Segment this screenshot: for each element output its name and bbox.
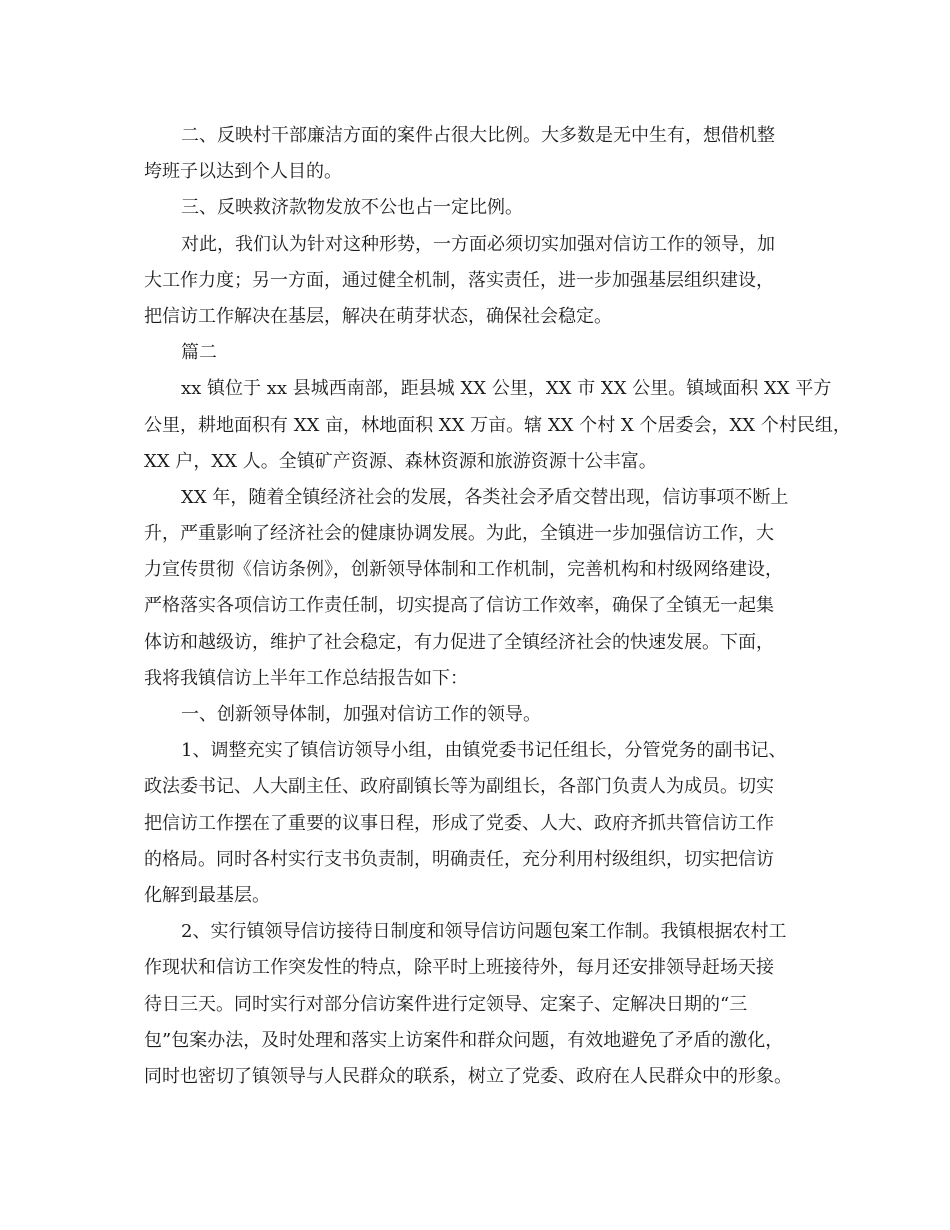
text-line: 大工作力度；另一方面，通过健全机制，落实责任，进一步加强基层组织建设， [144,269,774,291]
text-line: 政法委书记、人大副主任、政府副镇长等为副组长，各部门负责人为成员。切实 [144,776,774,798]
text-line: 对此，我们认为针对这种形势，一方面必须切实加强对信访工作的领导，加 [181,233,775,255]
text-line: 升，严重影响了经济社会的健康协调发展。为此，全镇进一步加强信访工作，大 [144,523,774,545]
text-line: 作现状和信访工作突发性的特点，除平时上班接待外，每月还安排领导赶场天接 [144,957,774,979]
document-body [144,118,851,1095]
text-line: 把信访工作摆在了重要的议事日程，形成了党委、人大、政府齐抓共管信访工作 [144,812,774,834]
section-heading: 篇二 [181,342,217,364]
text-line: 1、调整充实了镇信访领导小组，由镇党委书记任组长，分管党务的副书记、 [181,740,787,762]
text-line: 体访和越级访，维护了社会稳定，有力促进了全镇经济社会的快速发展。下面， [144,631,774,653]
text-line: 二、反映村干部廉洁方面的案件占很大比例。大多数是无中生有，想借机整 [181,125,775,146]
text-line: 同时也密切了镇领导与人民群众的联系，树立了党委、政府在人民群众中的形象。 [144,1065,792,1087]
text-line: 公里，耕地面积有 XX 亩，林地面积 XX 万亩。辖 XX 个村 X 个居委会，XX 个村民组， [144,414,851,436]
text-line: 2、实行镇领导信访接待日制度和领导信访问题包案工作制。我镇根据农村工 [181,921,787,943]
text-line: xx 镇位于 xx 县城西南部，距县城 XX 公里，XX 市 XX 公里。镇域面积 XX 平方 [181,378,832,400]
text-line: 化解到最基层。 [144,884,270,906]
text-line: 垮班子以达到个人目的。 [144,161,342,183]
text-line: 把信访工作解决在基层，解决在萌芽状态，确保社会稳定。 [144,305,612,327]
text-line: 包”包案办法，及时处理和落实上访案件和群众问题，有效地避免了矛盾的激化， [144,1029,784,1051]
text-line: 严格落实各项信访工作责任制，切实提高了信访工作效率，确保了全镇无一起集 [144,595,774,617]
text-line: 的格局。同时各村实行支书负责制，明确责任，充分利用村级组织，切实把信访 [144,848,774,870]
text-line: 待日三天。同时实行对部分信访案件进行定领导、定案子、定解决日期的“三 [144,993,748,1015]
text-line: 一、创新领导体制，加强对信访工作的领导。 [181,704,541,725]
text-line: 我将我镇信访上半年工作总结报告如下： [144,667,468,689]
text-line: 三、反映救济款物发放不公也占一定比例。 [181,197,523,219]
text-line: 力宣传贯彻《信访条例》，创新领导体制和工作机制，完善机构和村级网络建设， [144,559,783,581]
text-line: XX 年，随着全镇经济社会的发展，各类社会矛盾交替出现，信访事项不断上 [181,486,789,508]
text-line: XX 户，XX 人。全镇矿产资源、森林资源和旅游资源十公丰富。 [144,450,657,472]
